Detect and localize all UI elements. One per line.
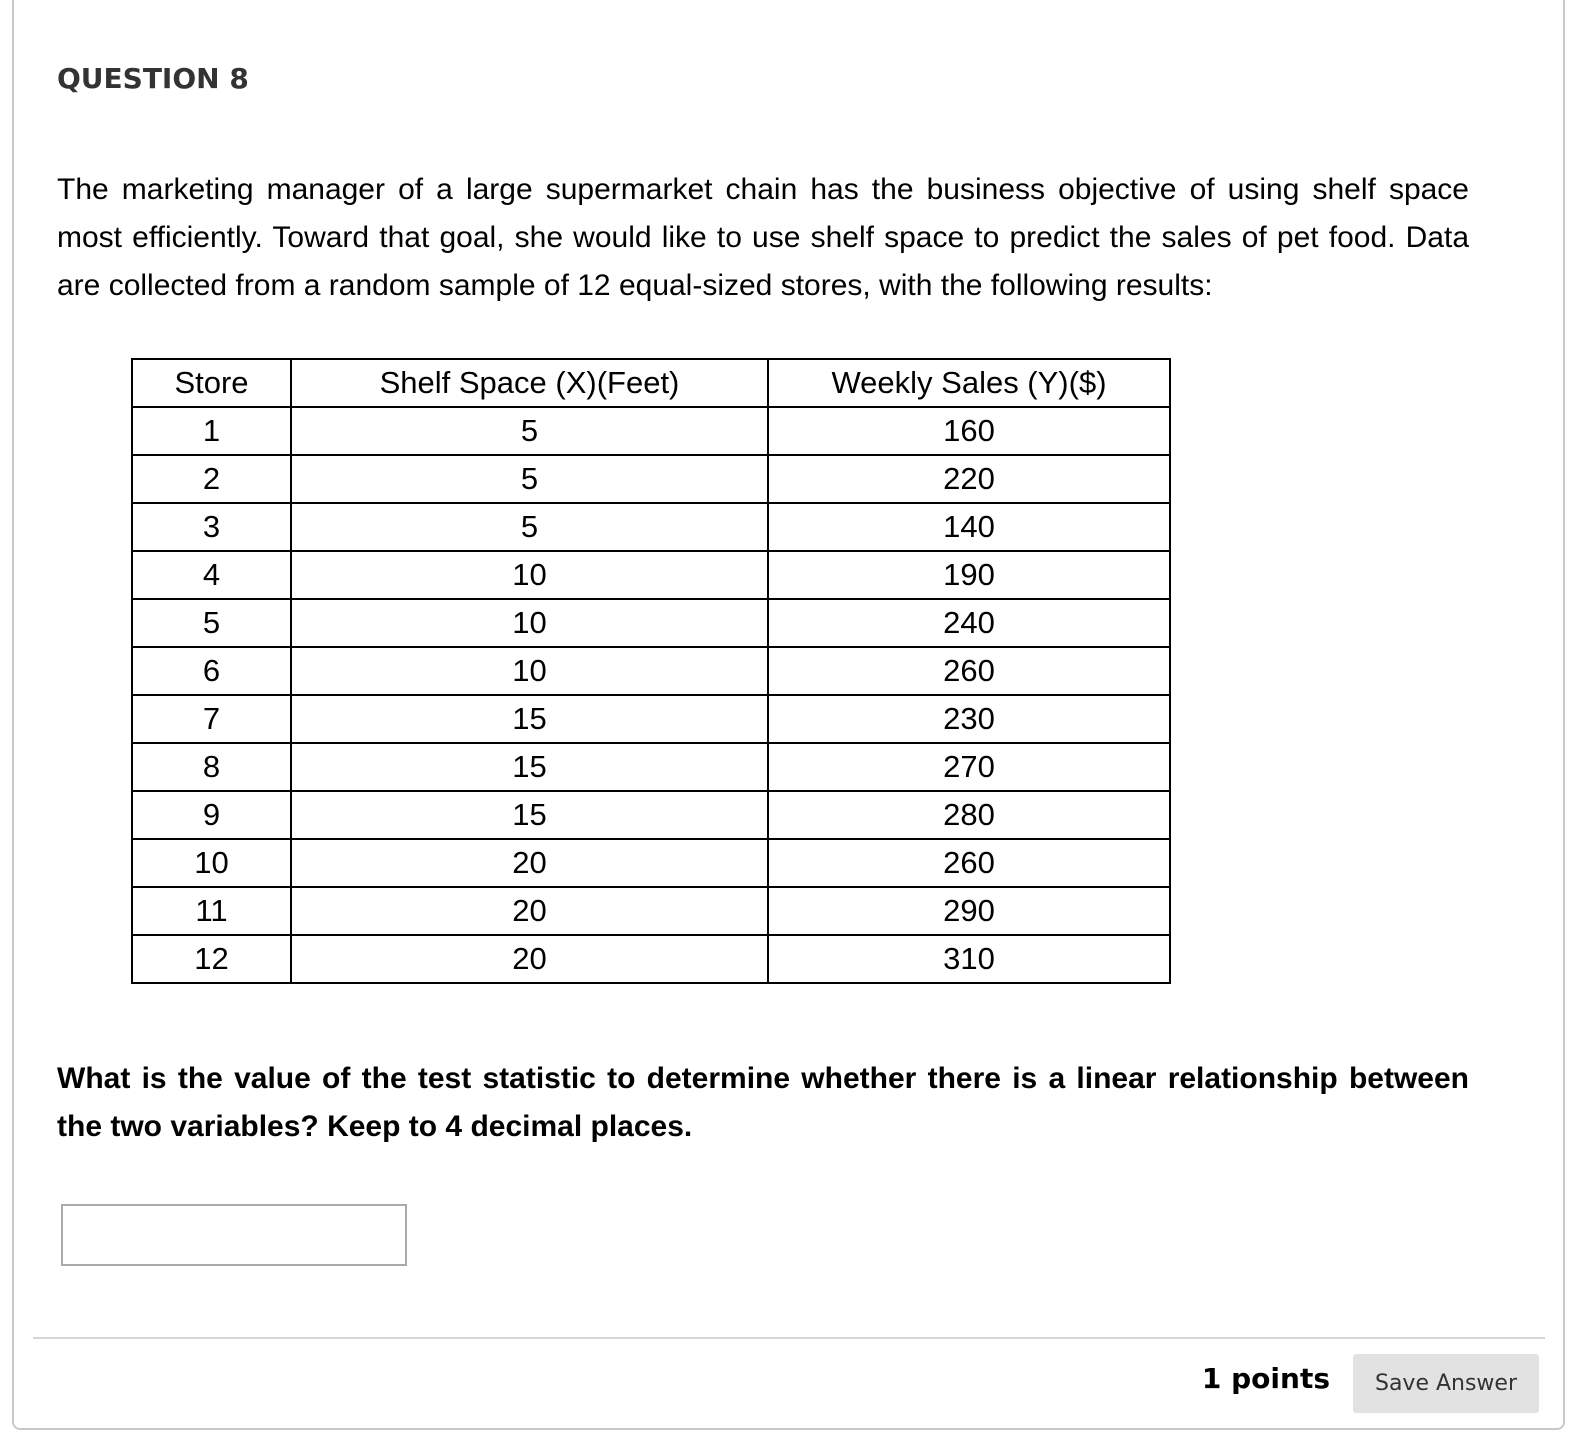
cell-store: 7 — [132, 695, 291, 743]
header-weekly-sales: Weekly Sales (Y)($) — [768, 359, 1170, 407]
table-row — [132, 455, 1170, 503]
cell-store: 6 — [132, 647, 291, 695]
table-row — [132, 407, 1170, 455]
question-intro: The marketing manager of a large supermarket chain has the business objective of using shelf space most efficiently. Toward that goal, she would like to use shelf space to predict the sales of pet food. Data are collected from a random sample of 12 equal-sized stores, with the following results: — [57, 173, 1469, 302]
cell-shelf-space: 20 — [291, 839, 768, 887]
table-row — [132, 887, 1170, 935]
cell-shelf-space: 20 — [291, 887, 768, 935]
cell-store: 4 — [132, 551, 291, 599]
cell-weekly-sales: 260 — [768, 647, 1170, 695]
table-header-row — [132, 359, 1170, 407]
table-row — [132, 743, 1170, 791]
cell-store: 8 — [132, 743, 291, 791]
cell-store: 1 — [132, 407, 291, 455]
cell-weekly-sales: 280 — [768, 791, 1170, 839]
cell-shelf-space: 10 — [291, 647, 768, 695]
cell-shelf-space: 20 — [291, 935, 768, 983]
cell-weekly-sales: 160 — [768, 407, 1170, 455]
cell-shelf-space: 5 — [291, 455, 768, 503]
cell-weekly-sales: 240 — [768, 599, 1170, 647]
header-shelf-space: Shelf Space (X)(Feet) — [291, 359, 768, 407]
footer-divider — [33, 1337, 1545, 1339]
cell-store: 11 — [132, 887, 291, 935]
table-row — [132, 551, 1170, 599]
cell-weekly-sales: 270 — [768, 743, 1170, 791]
table-row — [132, 839, 1170, 887]
cell-weekly-sales: 230 — [768, 695, 1170, 743]
cell-weekly-sales: 290 — [768, 887, 1170, 935]
cell-store: 3 — [132, 503, 291, 551]
header-store: Store — [132, 359, 291, 407]
cell-weekly-sales: 190 — [768, 551, 1170, 599]
question-title: QUESTION 8 — [57, 62, 249, 95]
cell-shelf-space: 10 — [291, 599, 768, 647]
points-label: 1 points — [1201, 1362, 1330, 1395]
cell-store: 5 — [132, 599, 291, 647]
cell-weekly-sales: 140 — [768, 503, 1170, 551]
cell-weekly-sales: 310 — [768, 935, 1170, 983]
cell-weekly-sales: 220 — [768, 455, 1170, 503]
table-row — [132, 791, 1170, 839]
cell-shelf-space: 5 — [291, 503, 768, 551]
cell-shelf-space: 15 — [291, 791, 768, 839]
cell-store: 9 — [132, 791, 291, 839]
save-answer-button[interactable]: Save Answer — [1353, 1354, 1539, 1413]
cell-store: 10 — [132, 839, 291, 887]
table-row — [132, 647, 1170, 695]
question-prompt: What is the value of the test statistic to determine whether there is a linear relationship between the two variables? Keep to 4 decimal places. — [57, 1062, 1469, 1143]
cell-store: 12 — [132, 935, 291, 983]
cell-shelf-space: 15 — [291, 695, 768, 743]
table-row — [132, 695, 1170, 743]
cell-shelf-space: 5 — [291, 407, 768, 455]
cell-shelf-space: 10 — [291, 551, 768, 599]
cell-store: 2 — [132, 455, 291, 503]
table-row — [132, 503, 1170, 551]
table-body — [132, 407, 1170, 983]
table-row — [132, 935, 1170, 983]
cell-shelf-space: 15 — [291, 743, 768, 791]
data-table — [131, 358, 1171, 984]
table-row — [132, 599, 1170, 647]
answer-input[interactable] — [61, 1204, 407, 1266]
cell-weekly-sales: 260 — [768, 839, 1170, 887]
